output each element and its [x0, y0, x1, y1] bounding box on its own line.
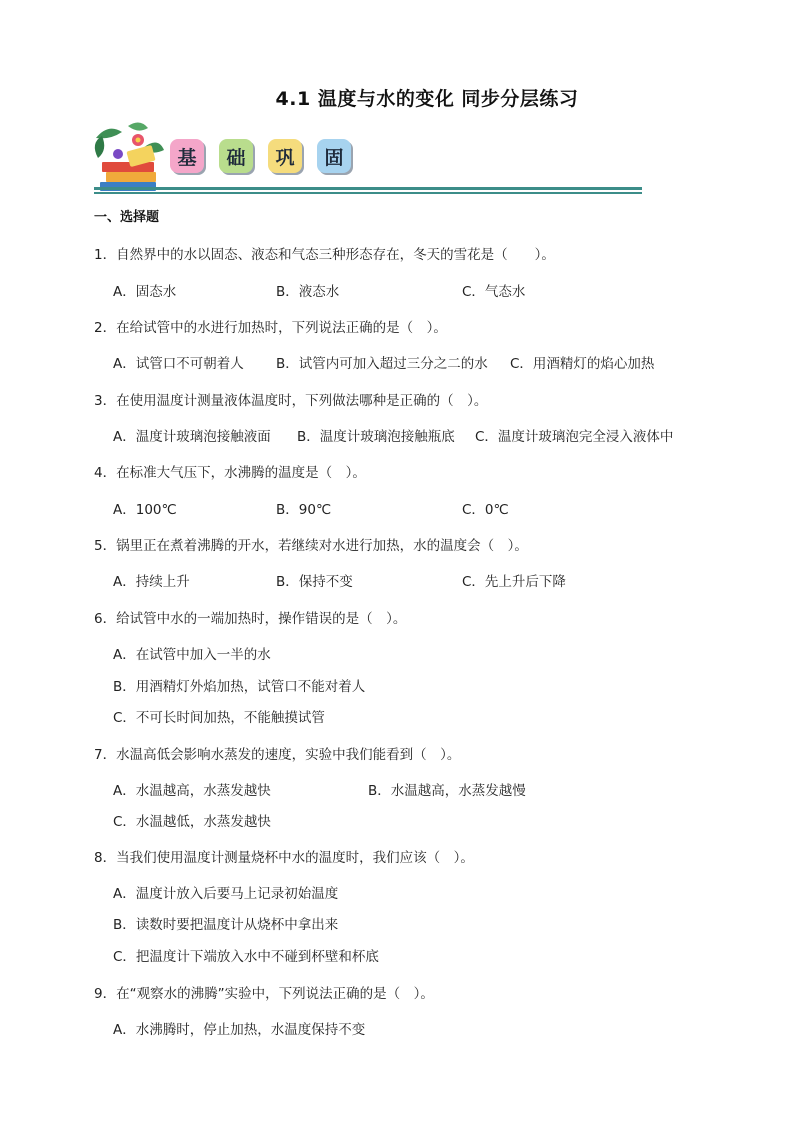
question-8: 8．当我们使用温度计测量烧杯中水的温度时，我们应该（ ）。 [94, 850, 474, 866]
q8-option-b[interactable]: B．读数时要把温度计从烧杯中拿出来 [113, 917, 339, 933]
question-6: 6．给试管中水的一端加热时，操作错误的是（ ）。 [94, 611, 407, 627]
q8-option-c[interactable]: C．把温度计下端放入水中不碰到杯壁和杯底 [113, 949, 379, 965]
banner-badge-3: 巩 [268, 139, 302, 173]
question-3: 3．在使用温度计测量液体温度时，下列做法哪种是正确的（ ）。 [94, 393, 488, 409]
q8-option-a[interactable]: A．温度计放入后要马上记录初始温度 [113, 886, 339, 902]
q7-option-c[interactable]: C．水温越低，水蒸发越快 [113, 814, 271, 830]
q4-option-a[interactable]: A．100℃ [113, 502, 177, 518]
question-7: 7．水温高低会影响水蒸发的速度，实验中我们能看到（ ）。 [94, 747, 461, 763]
q2-option-c[interactable]: C．用酒精灯的焰心加热 [510, 356, 655, 372]
q4-option-c[interactable]: C．0℃ [462, 502, 509, 518]
question-1: 1．自然界中的水以固态、液态和气态三种形态存在，冬天的雪花是（ ）。 [94, 247, 555, 263]
q7-option-b[interactable]: B．水温越高，水蒸发越慢 [368, 783, 526, 799]
q1-option-c[interactable]: C．气态水 [462, 284, 526, 300]
q1-option-b[interactable]: B．液态水 [276, 284, 340, 300]
q7-option-a[interactable]: A．水温越高，水蒸发越快 [113, 783, 271, 799]
q6-option-c[interactable]: C．不可长时间加热，不能触摸试管 [113, 710, 325, 726]
banner-badge-1: 基 [170, 139, 204, 173]
q2-option-a[interactable]: A．试管口不可朝着人 [113, 356, 244, 372]
banner-divider [94, 187, 642, 190]
q6-option-b[interactable]: B．用酒精灯外焰加热，试管口不能对着人 [113, 679, 366, 695]
banner-divider-thin [94, 192, 642, 194]
q6-option-a[interactable]: A．在试管中加入一半的水 [113, 647, 271, 663]
question-5: 5．锅里正在煮着沸腾的开水，若继续对水进行加热，水的温度会（ ）。 [94, 538, 528, 554]
question-9: 9．在“观察水的沸腾”实验中，下列说法正确的是（ ）。 [94, 986, 434, 1002]
banner-badge-4: 固 [317, 139, 351, 173]
q3-option-c[interactable]: C．温度计玻璃泡完全浸入液体中 [475, 429, 674, 445]
q3-option-a[interactable]: A．温度计玻璃泡接触液面 [113, 429, 271, 445]
section-title: 一、选择题 [94, 210, 160, 225]
q2-option-b[interactable]: B．试管内可加入超过三分之二的水 [276, 356, 488, 372]
page-title: 4.1 温度与水的变化 同步分层练习 [275, 88, 579, 110]
q5-option-b[interactable]: B．保持不变 [276, 574, 353, 590]
q1-option-a[interactable]: A．固态水 [113, 284, 177, 300]
q3-option-b[interactable]: B．温度计玻璃泡接触瓶底 [297, 429, 455, 445]
question-4: 4．在标准大气压下，水沸腾的温度是（ ）。 [94, 465, 366, 481]
q5-option-c[interactable]: C．先上升后下降 [462, 574, 566, 590]
question-2: 2．在给试管中的水进行加热时，下列说法正确的是（ ）。 [94, 320, 447, 336]
banner-badge-2: 础 [219, 139, 253, 173]
q5-option-a[interactable]: A．持续上升 [113, 574, 190, 590]
q4-option-b[interactable]: B．90℃ [276, 502, 332, 518]
q9-option-a[interactable]: A．水沸腾时，停止加热，水温度保持不变 [113, 1022, 366, 1038]
